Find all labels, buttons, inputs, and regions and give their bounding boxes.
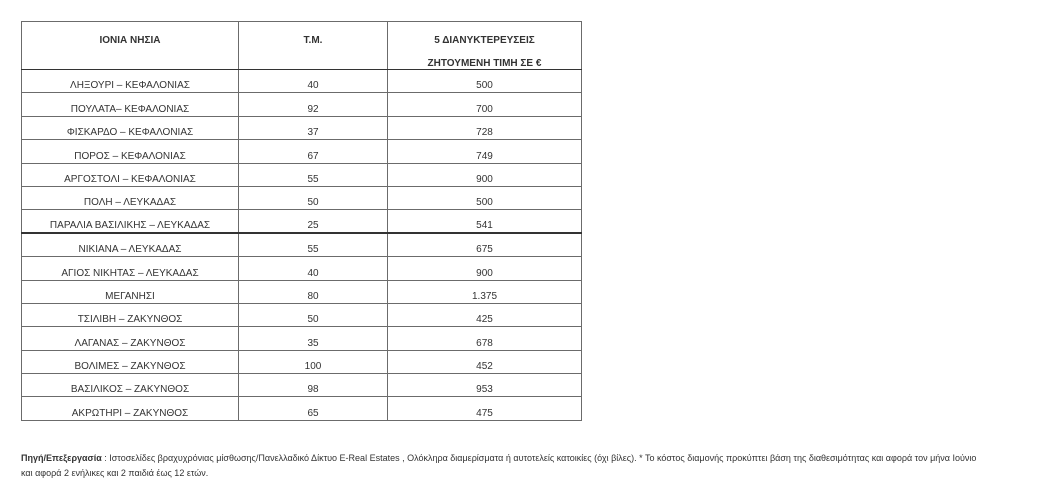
cell-location: ΝΙΚΙΑΝΑ – ΛΕΥΚΑΔΑΣ [22,233,239,256]
cell-sqm: 35 [239,327,388,350]
rental-price-table-container [21,21,581,421]
table-row [22,210,582,233]
rental-price-table [21,21,582,421]
cell-location: ΒΟΛΙΜΕΣ – ΖΑΚΥΝΘΟΣ [22,350,239,373]
cell-sqm: 65 [239,397,388,420]
cell-price: 541 [388,210,582,233]
cell-price: 500 [388,186,582,209]
header-location [22,22,239,70]
header-sqm [239,22,388,70]
table-row [22,397,582,420]
header-price-label-line2: ΖΗΤΟΥΜΕΝΗ ΤΙΜΗ ΣΕ € [427,58,542,69]
table-body [22,70,582,421]
header-location-label: ΙΟΝΙΑ ΝΗΣΙΑ [99,35,161,46]
cell-price: 1.375 [388,280,582,303]
cell-location: ΠΟΛΗ – ΛΕΥΚΑΔΑΣ [22,186,239,209]
table-row [22,327,582,350]
cell-location: ΦΙΣΚΑΡΔΟ – ΚΕΦΑΛΟΝΙΑΣ [22,116,239,139]
cell-sqm: 92 [239,93,388,116]
footnote-source-label: Πηγή/Επεξεργασία [21,453,102,463]
cell-location: ΜΕΓΑΝΗΣΙ [22,280,239,303]
cell-price: 900 [388,257,582,280]
cell-location: ΛΑΓΑΝΑΣ – ΖΑΚΥΝΘΟΣ [22,327,239,350]
cell-sqm: 40 [239,257,388,280]
footnote-text-line1: : Ιστοσελίδες βραχυχρόνιας μίσθωσης/Πανελλαδικό Δίκτυο E-Real Estates , Ολόκληρα διαμερίσματα ή αυτοτελείς κατοικίες (όχι βίλες). * Το κόστος διαμονής προκύπτει βάση της διαθεσιμότητας και αφορά τον μήνα Ιούνιο [101,453,977,463]
footnote-text-line2: και αφορά 2 ενήλικες και 2 παιδιά έως 12 ετών. [21,467,209,478]
cell-sqm: 50 [239,303,388,326]
table-row [22,186,582,209]
cell-location: ΑΚΡΩΤΗΡΙ – ΖΑΚΥΝΘΟΣ [22,397,239,420]
cell-sqm: 55 [239,163,388,186]
cell-location: ΑΓΙΟΣ ΝΙΚΗΤΑΣ – ΛΕΥΚΑΔΑΣ [22,257,239,280]
table-row [22,350,582,373]
cell-sqm: 25 [239,210,388,233]
cell-sqm: 40 [239,70,388,93]
cell-price: 700 [388,93,582,116]
table-row [22,303,582,326]
table-row [22,70,582,93]
cell-location: ΠΟΥΛΑΤΑ– ΚΕΦΑΛΟΝΙΑΣ [22,93,239,116]
cell-price: 675 [388,233,582,256]
cell-location: ΠΟΡΟΣ – ΚΕΦΑΛΟΝΙΑΣ [22,140,239,163]
cell-price: 500 [388,70,582,93]
cell-price: 953 [388,374,582,397]
cell-price: 900 [388,163,582,186]
cell-price: 678 [388,327,582,350]
cell-location: ΛΗΞΟΥΡΙ – ΚΕΦΑΛΟΝΙΑΣ [22,70,239,93]
cell-price: 749 [388,140,582,163]
table-row [22,257,582,280]
table-row [22,233,582,256]
cell-location: ΒΑΣΙΛΙΚΟΣ – ΖΑΚΥΝΘΟΣ [22,374,239,397]
cell-sqm: 98 [239,374,388,397]
header-price-label-line1: 5 ΔΙΑΝΥΚΤΕΡΕΥΣΕΙΣ [434,35,535,46]
cell-sqm: 100 [239,350,388,373]
table-row [22,116,582,139]
cell-sqm: 80 [239,280,388,303]
cell-sqm: 67 [239,140,388,163]
table-row [22,163,582,186]
source-footnote [21,451,1046,480]
cell-sqm: 37 [239,116,388,139]
table-row [22,93,582,116]
table-row [22,140,582,163]
header-price [388,22,582,70]
table-row [22,280,582,303]
cell-price: 475 [388,397,582,420]
cell-location: ΠΑΡΑΛΙΑ ΒΑΣΙΛΙΚΗΣ – ΛΕΥΚΑΔΑΣ [22,210,239,233]
cell-location: ΤΣΙΛΙΒΗ – ΖΑΚΥΝΘΟΣ [22,303,239,326]
table-header [22,22,582,70]
cell-price: 425 [388,303,582,326]
header-sqm-label: Τ.Μ. [303,35,323,46]
cell-sqm: 55 [239,233,388,256]
table-row [22,374,582,397]
cell-price: 728 [388,116,582,139]
cell-location: ΑΡΓΟΣΤΟΛΙ – ΚΕΦΑΛΟΝΙΑΣ [22,163,239,186]
cell-sqm: 50 [239,186,388,209]
cell-price: 452 [388,350,582,373]
header-row [22,22,582,70]
